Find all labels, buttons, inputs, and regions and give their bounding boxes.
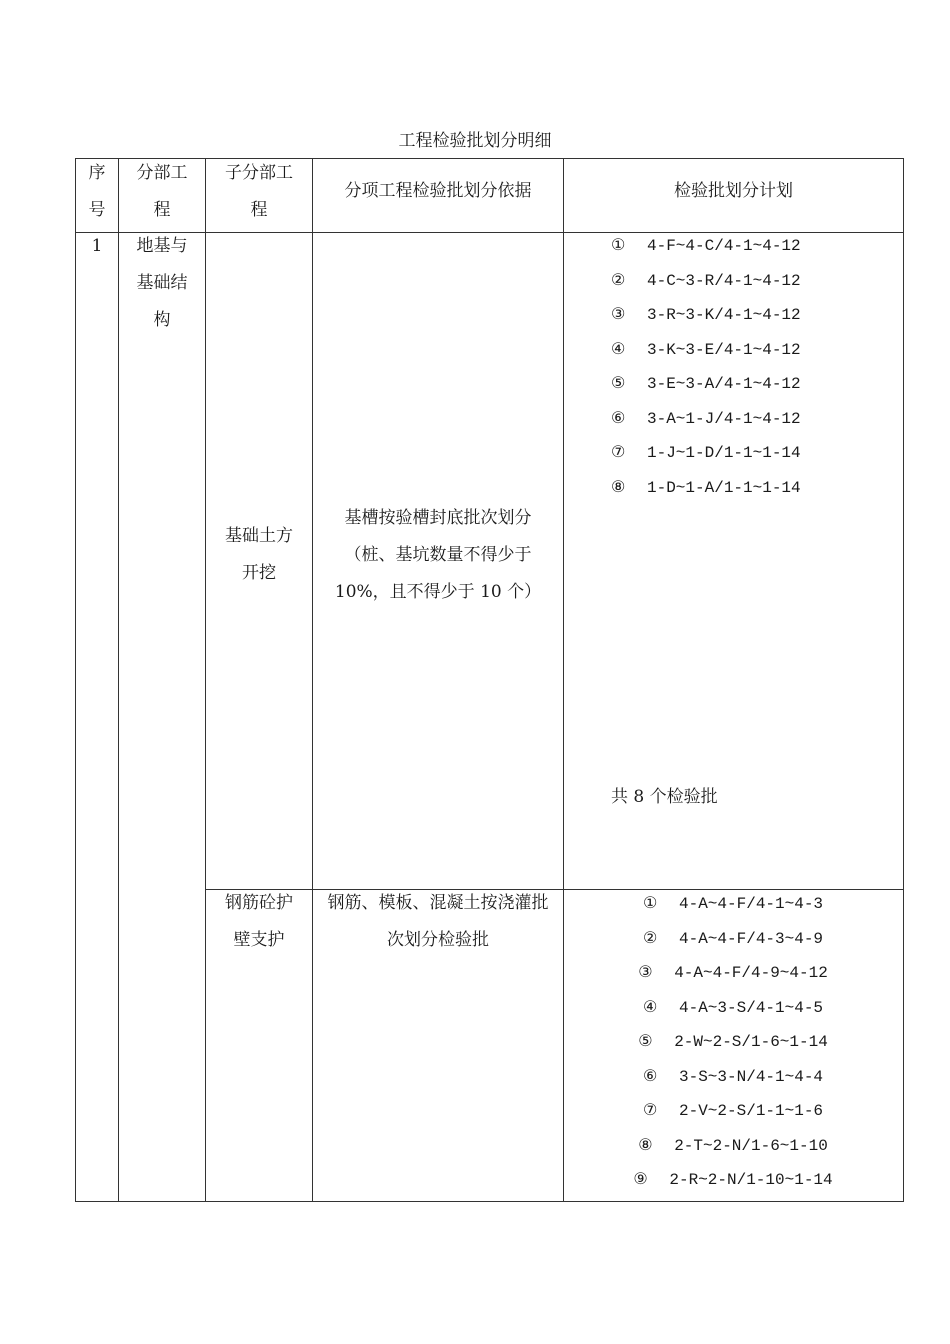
header-division-line1: 分部工 [136,163,188,183]
basis-earthwork-line1: 基槽按验槽封底批次划分 [344,508,532,528]
plan-earthwork-item-number: ① [611,235,626,254]
plan-earthwork-item [611,373,801,393]
plan-support-item-number: ⑦ [643,1100,658,1119]
plan-support-item [638,1031,828,1051]
document-title: 工程检验批划分明细 [398,131,552,151]
basis-support-line1: 钢筋、模板、混凝土按浇灌批 [327,893,549,913]
plan-earthwork-item-range: 4-C~3-R/4-1~4-12 [647,271,801,290]
basis-support [313,885,563,959]
plan-support-item-range: 4-A~4-F/4-1~4-3 [679,895,824,913]
plan-support-item-number: ⑤ [638,1031,653,1050]
plan-earthwork-item-number: ⑦ [611,442,626,461]
plan-support-item-number: ⑧ [638,1134,653,1154]
plan-support-item-number: ⑥ [643,1065,658,1085]
plan-earthwork-item-number: ③ [611,304,626,323]
plan-earthwork-item [611,477,801,497]
header-basis: 分项工程检验批划分依据 [344,181,532,201]
table-bottom-border [75,1201,904,1202]
header-subdivision-line2: 程 [250,200,268,220]
plan-support-item-range: 4-A~3-S/4-1~4-5 [679,998,824,1017]
plan-earthwork-item-number: ⑧ [611,476,626,496]
subdivision-support [206,885,312,959]
header-subdivision [206,155,312,229]
subdivision-earthwork-line1: 基础土方 [225,526,293,546]
plan-earthwork-item-range: 3-A~1-J/4-1~4-12 [647,409,801,428]
basis-earthwork-line2: （桩、基坑数量不得少于 [344,545,532,565]
subdivision-support-line2: 壁支护 [233,930,285,950]
plan-support-item-number: ③ [638,962,653,981]
header-index-line1: 序 [88,163,106,183]
row-index: 1 [91,236,103,256]
header-division [119,155,205,229]
plan-earthwork-item-number: ⑥ [611,407,626,427]
plan-support-item [643,1066,823,1086]
plan-earthwork-item-range: 3-K~3-E/4-1~4-12 [647,340,801,359]
plan-support-item-range: 2-V~2-S/1-1~1-6 [679,1102,824,1120]
plan-earthwork-item-range: 1-D~1-A/1-1~1-14 [647,478,801,497]
plan-earthwork-item [611,339,801,359]
plan-support-item-number: ⑨ [633,1169,648,1188]
header-division-line2: 程 [153,200,171,220]
plan-earthwork-item-number: ⑤ [611,373,626,392]
plan-earthwork-item [611,408,801,428]
plan-earthwork-item-number: ④ [611,338,626,358]
plan-earthwork-item-number: ② [611,269,626,289]
row-division-line2: 基础结 [136,273,188,293]
plan-support-item [638,1135,828,1155]
plan-support-item-range: 2-R~2-N/1-10~1-14 [669,1171,833,1189]
plan-earthwork-item [611,304,801,324]
subdivision-support-line1: 钢筋砼护 [225,893,293,913]
plan-support-item-range: 2-W~2-S/1-6~1-14 [674,1033,828,1051]
col-border-5 [903,158,904,1202]
plan-earthwork-item-range: 3-R~3-K/4-1~4-12 [647,306,801,324]
col-border-2 [205,158,206,1202]
plan-support-item-number: ② [643,927,658,947]
row-division-line1: 地基与 [136,236,188,256]
plan-support-item-range: 3-S~3-N/4-1~4-4 [679,1067,824,1086]
plan-support-item-range: 4-A~4-F/4-3~4-9 [679,929,824,948]
plan-support-item [643,928,823,948]
row-division [119,228,205,339]
plan-support-item [633,1169,832,1189]
plan-earthwork-item [611,442,801,462]
row-division-line3: 构 [153,310,171,330]
basis-support-line2: 次划分检验批 [387,930,489,950]
plan-support-item [643,893,823,913]
plan-support-item-range: 4-A~4-F/4-9~4-12 [674,964,828,982]
plan-support-item-number: ① [643,893,658,912]
header-index-line2: 号 [88,200,106,220]
basis-earthwork-line3: 10%，且不得少于 10 个） [334,582,542,602]
plan-support-item-range: 2-T~2-N/1-6~1-10 [674,1136,828,1155]
basis-earthwork [313,500,563,611]
col-border-0 [75,158,76,1202]
plan-earthwork-item-range: 1-J~1-D/1-1~1-14 [647,444,801,462]
plan-earthwork-item [611,270,801,290]
plan-earthwork-item-range: 4-F~4-C/4-1~4-12 [647,237,801,255]
plan-earthwork-total: 共 8 个检验批 [611,787,718,807]
header-subdivision-line1: 子分部工 [225,163,293,183]
plan-earthwork-item-range: 3-E~3-A/4-1~4-12 [647,375,801,393]
plan-support-item [638,962,828,982]
plan-support-item [643,997,823,1017]
plan-support-item-number: ④ [643,996,658,1016]
header-plan: 检验批划分计划 [674,181,793,201]
plan-support-item [643,1100,823,1120]
plan-earthwork-item [611,235,801,255]
col-border-4 [563,158,564,1202]
subdivision-earthwork [206,518,312,592]
col-border-3 [312,158,313,1202]
header-index [76,155,118,229]
subdivision-earthwork-line2: 开挖 [242,563,276,583]
